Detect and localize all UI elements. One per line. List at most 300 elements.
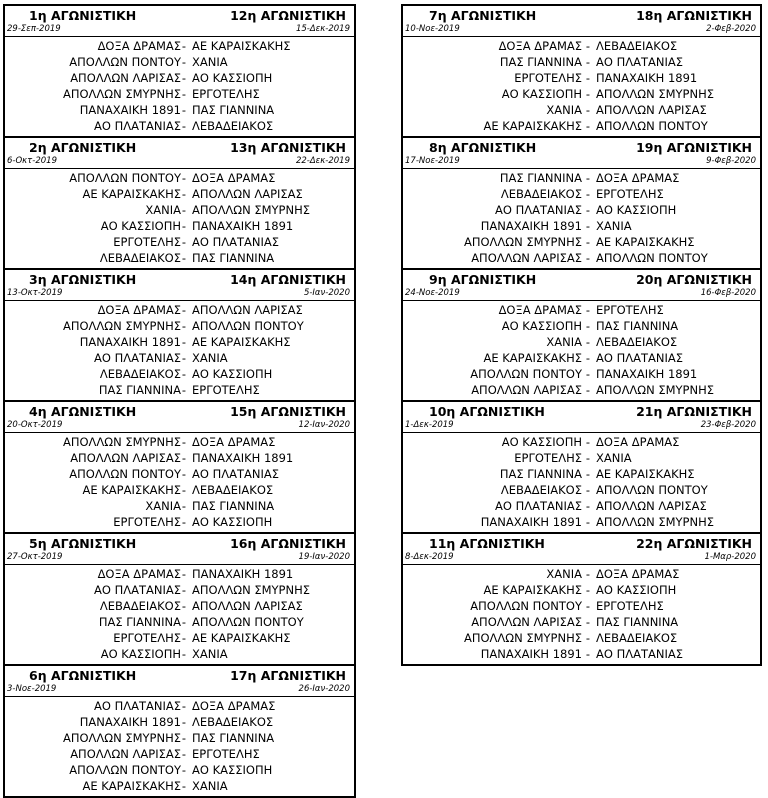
match-row	[5, 334, 354, 350]
first-leg-round-title: 1η ΑΓΩΝΙΣΤΙΚΗ	[29, 8, 137, 23]
home-team: ΑΠΟΛΛΩΝ ΣΜΥΡΝΗΣ	[463, 235, 582, 249]
home-team: ΑΟ ΚΑΣΣΙΟΠΗ	[100, 647, 181, 661]
match-separator: -	[585, 319, 591, 333]
away-team: ΑΕ ΚΑΡΑΙΣΚΑΚΗΣ	[192, 39, 291, 53]
match-row	[403, 382, 760, 398]
second-leg-date: 9-Φεβ-2020	[706, 156, 756, 166]
home-team: ΑΟ ΚΑΣΣΙΟΠΗ	[501, 319, 582, 333]
match-row	[403, 86, 760, 102]
away-team: ΧΑΝΙΑ	[192, 647, 228, 661]
away-team: ΠΑΝΑΧΑΙΚΗ 1891	[192, 567, 294, 581]
home-team: ΔΟΞΑ ΔΡΑΜΑΣ	[97, 567, 181, 581]
second-leg-round-title: 20η ΑΓΩΝΙΣΤΙΚΗ	[636, 272, 752, 287]
home-team: ΔΟΞΑ ΔΡΑΜΑΣ	[498, 303, 582, 317]
match-separator: -	[181, 303, 187, 317]
home-team: ΠΑΝΑΧΑΙΚΗ 1891	[480, 515, 582, 529]
round-block	[5, 664, 354, 796]
match-row	[5, 250, 354, 266]
first-leg-round-title: 8η ΑΓΩΝΙΣΤΙΚΗ	[429, 140, 537, 155]
match-separator: -	[181, 731, 187, 745]
home-team: ΑΠΟΛΛΩΝ ΠΟΝΤΟΥ	[69, 171, 181, 185]
round-dates	[5, 685, 354, 697]
round-block	[403, 268, 760, 400]
match-separator: -	[181, 583, 187, 597]
home-team: ΠΑΝΑΧΑΙΚΗ 1891	[79, 715, 181, 729]
first-leg-round-title: 3η ΑΓΩΝΙΣΤΙΚΗ	[29, 272, 137, 287]
match-row	[403, 186, 760, 202]
match-row	[403, 302, 760, 318]
match-row	[403, 566, 760, 582]
match-separator: -	[585, 39, 591, 53]
second-leg-round-title: 14η ΑΓΩΝΙΣΤΙΚΗ	[230, 272, 346, 287]
away-team: ΠΑΣ ΓΙΑΝΝΙΝΑ	[192, 251, 275, 265]
home-team: ΑΟ ΠΛΑΤΑΝΙΑΣ	[495, 499, 582, 513]
home-team: ΑΠΟΛΛΩΝ ΣΜΥΡΝΗΣ	[62, 87, 181, 101]
away-team: ΑΠΟΛΛΩΝ ΠΟΝΤΟΥ	[596, 251, 708, 265]
match-separator: -	[585, 187, 591, 201]
home-team: ΠΑΝΑΧΑΙΚΗ 1891	[480, 647, 582, 661]
match-separator: -	[585, 71, 591, 85]
match-row	[5, 382, 354, 398]
match-row	[5, 482, 354, 498]
match-row	[5, 366, 354, 382]
round-block	[403, 6, 760, 136]
match-list	[403, 301, 760, 400]
match-separator: -	[585, 567, 591, 581]
home-team: ΑΠΟΛΛΩΝ ΛΑΡΙΣΑΣ	[70, 747, 181, 761]
away-team: ΛΕΒΑΔΕΙΑΚΟΣ	[596, 39, 678, 53]
home-team: ΛΕΒΑΔΕΙΑΚΟΣ	[99, 599, 181, 613]
match-separator: -	[585, 451, 591, 465]
match-separator: -	[585, 435, 591, 449]
match-row	[403, 646, 760, 662]
round-header	[403, 270, 760, 289]
round-block	[403, 532, 760, 664]
away-team: ΑΠΟΛΛΩΝ ΛΑΡΙΣΑΣ	[192, 599, 303, 613]
second-leg-date: 22-Δεκ-2019	[295, 156, 350, 166]
match-row	[403, 366, 760, 382]
away-team: ΠΑΣ ΓΙΑΝΝΙΝΑ	[192, 103, 275, 117]
home-team: ΑΠΟΛΛΩΝ ΛΑΡΙΣΑΣ	[70, 71, 181, 85]
match-separator: -	[585, 599, 591, 613]
away-team: ΛΕΒΑΔΕΙΑΚΟΣ	[192, 483, 274, 497]
match-separator: -	[585, 631, 591, 645]
match-row	[403, 498, 760, 514]
match-separator: -	[181, 383, 187, 397]
away-team: ΑΠΟΛΛΩΝ ΣΜΥΡΝΗΣ	[192, 583, 311, 597]
match-separator: -	[181, 699, 187, 713]
match-separator: -	[181, 499, 187, 513]
home-team: ΑΟ ΠΛΑΤΑΝΙΑΣ	[495, 203, 582, 217]
match-row	[5, 450, 354, 466]
away-team: ΑΠΟΛΛΩΝ ΛΑΡΙΣΑΣ	[192, 187, 303, 201]
away-team: ΑΟ ΚΑΣΣΙΟΠΗ	[192, 367, 273, 381]
match-row	[5, 498, 354, 514]
away-team: ΔΟΞΑ ΔΡΑΜΑΣ	[192, 699, 276, 713]
home-team: ΛΕΒΑΔΕΙΑΚΟΣ	[99, 251, 181, 265]
second-leg-date: 2-Φεβ-2020	[706, 24, 756, 34]
match-row	[5, 466, 354, 482]
away-team: ΑΠΟΛΛΩΝ ΛΑΡΙΣΑΣ	[192, 303, 303, 317]
match-row	[403, 514, 760, 530]
right-fixture-column	[401, 4, 762, 666]
home-team: ΠΑΣ ΓΙΑΝΝΙΝΑ	[98, 615, 181, 629]
round-block	[5, 6, 354, 136]
away-team: ΑΟ ΚΑΣΣΙΟΠΗ	[192, 71, 273, 85]
home-team: ΠΑΝΑΧΑΙΚΗ 1891	[480, 219, 582, 233]
away-team: ΛΕΒΑΔΕΙΑΚΟΣ	[192, 715, 274, 729]
first-leg-date: 20-Οκτ-2019	[7, 420, 63, 430]
match-separator: -	[181, 779, 187, 793]
home-team: ΑΟ ΠΛΑΤΑΝΙΑΣ	[94, 351, 181, 365]
second-leg-date: 19-Ιαν-2020	[298, 552, 350, 562]
round-header	[5, 666, 354, 685]
home-team: ΑΠΟΛΛΩΝ ΠΟΝΤΟΥ	[69, 467, 181, 481]
round-header	[5, 534, 354, 553]
round-dates	[5, 289, 354, 301]
round-dates	[5, 25, 354, 37]
away-team: ΑΕ ΚΑΡΑΙΣΚΑΚΗΣ	[192, 631, 291, 645]
home-team: ΑΕ ΚΑΡΑΙΣΚΑΚΗΣ	[82, 187, 181, 201]
match-list	[403, 433, 760, 532]
second-leg-round-title: 21η ΑΓΩΝΙΣΤΙΚΗ	[636, 404, 752, 419]
away-team: ΛΕΒΑΔΕΙΑΚΟΣ	[596, 631, 678, 645]
first-leg-date: 1-Δεκ-2019	[405, 420, 454, 430]
round-dates	[403, 157, 760, 169]
match-separator: -	[181, 71, 187, 85]
match-separator: -	[585, 383, 591, 397]
first-leg-round-title: 9η ΑΓΩΝΙΣΤΙΚΗ	[429, 272, 537, 287]
match-separator: -	[181, 251, 187, 265]
away-team: ΑΠΟΛΛΩΝ ΠΟΝΤΟΥ	[596, 483, 708, 497]
second-leg-round-title: 18η ΑΓΩΝΙΣΤΙΚΗ	[636, 8, 752, 23]
match-row	[5, 102, 354, 118]
away-team: ΕΡΓΟΤΕΛΗΣ	[192, 747, 260, 761]
match-list	[5, 301, 354, 400]
match-separator: -	[181, 335, 187, 349]
home-team: ΑΠΟΛΛΩΝ ΠΟΝΤΟΥ	[69, 55, 181, 69]
match-row	[403, 102, 760, 118]
match-row	[5, 234, 354, 250]
match-row	[5, 202, 354, 218]
match-separator: -	[181, 747, 187, 761]
match-row	[403, 582, 760, 598]
home-team: ΧΑΝΙΑ	[546, 567, 582, 581]
home-team: ΑΕ ΚΑΡΑΙΣΚΑΚΗΣ	[483, 119, 582, 133]
home-team: ΑΠΟΛΛΩΝ ΣΜΥΡΝΗΣ	[463, 631, 582, 645]
match-list	[5, 565, 354, 664]
home-team: ΑΠΟΛΛΩΝ ΠΟΝΤΟΥ	[470, 599, 582, 613]
match-separator: -	[181, 187, 187, 201]
match-row	[5, 38, 354, 54]
home-team: ΑΕ ΚΑΡΑΙΣΚΑΚΗΣ	[483, 583, 582, 597]
match-row	[5, 434, 354, 450]
home-team: ΠΑΝΑΧΑΙΚΗ 1891	[79, 103, 181, 117]
match-separator: -	[181, 171, 187, 185]
away-team: ΠΑΝΑΧΑΙΚΗ 1891	[192, 219, 294, 233]
first-leg-round-title: 7η ΑΓΩΝΙΣΤΙΚΗ	[429, 8, 537, 23]
away-team: ΠΑΣ ΓΙΑΝΝΙΝΑ	[596, 615, 679, 629]
match-row	[5, 778, 354, 794]
match-separator: -	[181, 567, 187, 581]
home-team: ΧΑΝΙΑ	[546, 103, 582, 117]
round-dates	[403, 289, 760, 301]
second-leg-date: 26-Ιαν-2020	[298, 684, 350, 694]
match-separator: -	[585, 351, 591, 365]
home-team: ΔΟΞΑ ΔΡΑΜΑΣ	[498, 39, 582, 53]
round-dates	[5, 157, 354, 169]
first-leg-round-title: 10η ΑΓΩΝΙΣΤΙΚΗ	[429, 404, 545, 419]
away-team: ΑΟ ΚΑΣΣΙΟΠΗ	[596, 203, 677, 217]
away-team: ΑΠΟΛΛΩΝ ΣΜΥΡΝΗΣ	[596, 515, 715, 529]
away-team: ΑΟ ΠΛΑΤΑΝΙΑΣ	[596, 55, 683, 69]
first-leg-round-title: 5η ΑΓΩΝΙΣΤΙΚΗ	[29, 536, 137, 551]
match-separator: -	[181, 351, 187, 365]
match-row	[403, 70, 760, 86]
away-team: ΑΟ ΠΛΑΤΑΝΙΑΣ	[596, 351, 683, 365]
match-separator: -	[585, 303, 591, 317]
round-block	[403, 400, 760, 532]
home-team: ΧΑΝΙΑ	[546, 335, 582, 349]
round-header	[5, 6, 354, 25]
match-row	[5, 170, 354, 186]
home-team: ΠΑΣ ΓΙΑΝΝΙΝΑ	[499, 55, 582, 69]
match-separator: -	[181, 763, 187, 777]
away-team: ΑΟ ΠΛΑΤΑΝΙΑΣ	[596, 647, 683, 661]
match-separator: -	[181, 647, 187, 661]
first-leg-date: 6-Οκτ-2019	[7, 156, 57, 166]
match-row	[5, 746, 354, 762]
first-leg-round-title: 11η ΑΓΩΝΙΣΤΙΚΗ	[429, 536, 545, 551]
home-team: ΑΠΟΛΛΩΝ ΣΜΥΡΝΗΣ	[62, 731, 181, 745]
first-leg-date: 3-Νοε-2019	[7, 684, 57, 694]
match-separator: -	[181, 435, 187, 449]
match-row	[5, 350, 354, 366]
match-separator: -	[585, 119, 591, 133]
home-team: ΑΠΟΛΛΩΝ ΛΑΡΙΣΑΣ	[70, 451, 181, 465]
home-team: ΑΟ ΠΛΑΤΑΝΙΑΣ	[94, 119, 181, 133]
second-leg-date: 12-Ιαν-2020	[298, 420, 350, 430]
home-team: ΕΡΓΟΤΕΛΗΣ	[113, 235, 181, 249]
round-header	[5, 270, 354, 289]
away-team: ΔΟΞΑ ΔΡΑΜΑΣ	[192, 435, 276, 449]
away-team: ΕΡΓΟΤΕΛΗΣ	[596, 187, 664, 201]
away-team: ΧΑΝΙΑ	[596, 219, 632, 233]
first-leg-round-title: 4η ΑΓΩΝΙΣΤΙΚΗ	[29, 404, 137, 419]
match-row	[403, 218, 760, 234]
round-block	[5, 532, 354, 664]
left-fixture-column	[3, 4, 356, 798]
home-team: ΑΕ ΚΑΡΑΙΣΚΑΚΗΣ	[483, 351, 582, 365]
home-team: ΑΟ ΚΑΣΣΙΟΠΗ	[501, 87, 582, 101]
home-team: ΑΠΟΛΛΩΝ ΣΜΥΡΝΗΣ	[62, 435, 181, 449]
match-row	[5, 86, 354, 102]
match-row	[5, 582, 354, 598]
away-team: ΕΡΓΟΤΕΛΗΣ	[192, 87, 260, 101]
home-team: ΕΡΓΟΤΕΛΗΣ	[514, 71, 582, 85]
away-team: ΔΟΞΑ ΔΡΑΜΑΣ	[596, 435, 680, 449]
round-dates	[5, 421, 354, 433]
away-team: ΑΕ ΚΑΡΑΙΣΚΑΚΗΣ	[596, 235, 695, 249]
round-header	[403, 6, 760, 25]
match-separator: -	[181, 219, 187, 233]
match-separator: -	[585, 483, 591, 497]
away-team: ΑΟ ΚΑΣΣΙΟΠΗ	[192, 763, 273, 777]
away-team: ΠΑΝΑΧΑΙΚΗ 1891	[596, 71, 698, 85]
away-team: ΑΠΟΛΛΩΝ ΠΟΝΤΟΥ	[192, 319, 304, 333]
away-team: ΑΟ ΚΑΣΣΙΟΠΗ	[192, 515, 273, 529]
match-separator: -	[181, 451, 187, 465]
match-row	[5, 598, 354, 614]
second-leg-round-title: 12η ΑΓΩΝΙΣΤΙΚΗ	[230, 8, 346, 23]
away-team: ΑΠΟΛΛΩΝ ΣΜΥΡΝΗΣ	[596, 87, 715, 101]
match-row	[5, 54, 354, 70]
match-separator: -	[181, 367, 187, 381]
home-team: ΑΕ ΚΑΡΑΙΣΚΑΚΗΣ	[82, 483, 181, 497]
match-row	[403, 38, 760, 54]
match-row	[403, 250, 760, 266]
round-dates	[403, 25, 760, 37]
home-team: ΑΠΟΛΛΩΝ ΠΟΝΤΟΥ	[470, 367, 582, 381]
home-team: ΠΑΣ ΓΙΑΝΝΙΝΑ	[499, 171, 582, 185]
match-separator: -	[181, 203, 187, 217]
match-separator: -	[585, 87, 591, 101]
match-row	[403, 466, 760, 482]
away-team: ΑΠΟΛΛΩΝ ΛΑΡΙΣΑΣ	[596, 103, 707, 117]
second-leg-round-title: 19η ΑΓΩΝΙΣΤΙΚΗ	[636, 140, 752, 155]
match-row	[403, 118, 760, 134]
home-team: ΑΟ ΠΛΑΤΑΝΙΑΣ	[94, 583, 181, 597]
match-list	[5, 169, 354, 268]
home-team: ΛΕΒΑΔΕΙΑΚΟΣ	[500, 483, 582, 497]
match-row	[5, 70, 354, 86]
match-row	[5, 302, 354, 318]
match-separator: -	[181, 515, 187, 529]
away-team: ΕΡΓΟΤΕΛΗΣ	[596, 303, 664, 317]
first-leg-date: 24-Νοε-2019	[405, 288, 460, 298]
home-team: ΛΕΒΑΔΕΙΑΚΟΣ	[99, 367, 181, 381]
round-dates	[5, 553, 354, 565]
second-leg-date: 16-Φεβ-2020	[700, 288, 756, 298]
round-header	[403, 402, 760, 421]
home-team: ΕΡΓΟΤΕΛΗΣ	[113, 515, 181, 529]
away-team: ΔΟΞΑ ΔΡΑΜΑΣ	[596, 567, 680, 581]
home-team: ΑΟ ΠΛΑΤΑΝΙΑΣ	[94, 699, 181, 713]
second-leg-round-title: 15η ΑΓΩΝΙΣΤΙΚΗ	[230, 404, 346, 419]
away-team: ΛΕΒΑΔΕΙΑΚΟΣ	[192, 119, 274, 133]
second-leg-date: 5-Ιαν-2020	[303, 288, 350, 298]
away-team: ΧΑΝΙΑ	[192, 779, 228, 793]
second-leg-date: 1-Μαρ-2020	[704, 552, 756, 562]
match-list	[403, 37, 760, 136]
match-list	[5, 697, 354, 796]
match-row	[5, 318, 354, 334]
home-team: ΠΑΝΑΧΑΙΚΗ 1891	[79, 335, 181, 349]
match-separator: -	[585, 335, 591, 349]
home-team: ΑΠΟΛΛΩΝ ΛΑΡΙΣΑΣ	[471, 383, 582, 397]
home-team: ΧΑΝΙΑ	[145, 203, 181, 217]
home-team: ΕΡΓΟΤΕΛΗΣ	[514, 451, 582, 465]
match-separator: -	[585, 367, 591, 381]
first-leg-date: 27-Οκτ-2019	[7, 552, 63, 562]
away-team: ΑΠΟΛΛΩΝ ΠΟΝΤΟΥ	[596, 119, 708, 133]
match-row	[403, 202, 760, 218]
match-list	[403, 169, 760, 268]
home-team: ΧΑΝΙΑ	[145, 499, 181, 513]
round-header	[403, 534, 760, 553]
away-team: ΠΑΝΑΧΑΙΚΗ 1891	[596, 367, 698, 381]
match-row	[5, 714, 354, 730]
match-row	[403, 450, 760, 466]
match-separator: -	[585, 103, 591, 117]
match-separator: -	[585, 219, 591, 233]
match-separator: -	[181, 715, 187, 729]
round-block	[5, 268, 354, 400]
away-team: ΑΟ ΠΛΑΤΑΝΙΑΣ	[192, 235, 279, 249]
home-team: ΔΟΞΑ ΔΡΑΜΑΣ	[97, 303, 181, 317]
second-leg-round-title: 13η ΑΓΩΝΙΣΤΙΚΗ	[230, 140, 346, 155]
away-team: ΔΟΞΑ ΔΡΑΜΑΣ	[192, 171, 276, 185]
round-dates	[403, 421, 760, 433]
first-leg-date: 17-Νοε-2019	[405, 156, 460, 166]
away-team: ΑΠΟΛΛΩΝ ΛΑΡΙΣΑΣ	[596, 499, 707, 513]
match-separator: -	[585, 583, 591, 597]
round-block	[5, 136, 354, 268]
away-team: ΔΟΞΑ ΔΡΑΜΑΣ	[596, 171, 680, 185]
home-team: ΑΠΟΛΛΩΝ ΛΑΡΙΣΑΣ	[471, 615, 582, 629]
away-team: ΠΑΣ ΓΙΑΝΝΙΝΑ	[192, 499, 275, 513]
match-separator: -	[181, 599, 187, 613]
match-separator: -	[181, 483, 187, 497]
round-header	[403, 138, 760, 157]
match-separator: -	[181, 235, 187, 249]
match-separator: -	[585, 251, 591, 265]
match-row	[403, 234, 760, 250]
away-team: ΑΠΟΛΛΩΝ ΣΜΥΡΝΗΣ	[596, 383, 715, 397]
match-row	[403, 334, 760, 350]
match-list	[5, 433, 354, 532]
away-team: ΛΕΒΑΔΕΙΑΚΟΣ	[596, 335, 678, 349]
match-list	[5, 37, 354, 136]
first-leg-date: 29-Σεπ-2019	[7, 24, 61, 34]
second-leg-date: 15-Δεκ-2019	[295, 24, 350, 34]
match-row	[5, 118, 354, 134]
away-team: ΕΡΓΟΤΕΛΗΣ	[192, 383, 260, 397]
match-row	[403, 318, 760, 334]
second-leg-round-title: 16η ΑΓΩΝΙΣΤΙΚΗ	[230, 536, 346, 551]
away-team: ΑΕ ΚΑΡΑΙΣΚΑΚΗΣ	[596, 467, 695, 481]
match-separator: -	[181, 119, 187, 133]
home-team: ΠΑΣ ΓΙΑΝΝΙΝΑ	[98, 383, 181, 397]
match-separator: -	[181, 55, 187, 69]
round-header	[5, 138, 354, 157]
match-separator: -	[181, 631, 187, 645]
match-separator: -	[585, 515, 591, 529]
match-row	[403, 598, 760, 614]
away-team: ΑΕ ΚΑΡΑΙΣΚΑΚΗΣ	[192, 335, 291, 349]
first-leg-round-title: 2η ΑΓΩΝΙΣΤΙΚΗ	[29, 140, 137, 155]
match-separator: -	[181, 319, 187, 333]
second-leg-round-title: 17η ΑΓΩΝΙΣΤΙΚΗ	[230, 668, 346, 683]
second-leg-date: 23-Φεβ-2020	[700, 420, 756, 430]
match-separator: -	[585, 499, 591, 513]
match-row	[5, 646, 354, 662]
match-row	[5, 730, 354, 746]
home-team: ΑΟ ΚΑΣΣΙΟΠΗ	[100, 219, 181, 233]
second-leg-round-title: 22η ΑΓΩΝΙΣΤΙΚΗ	[636, 536, 752, 551]
match-separator: -	[585, 647, 591, 661]
home-team: ΑΠΟΛΛΩΝ ΠΟΝΤΟΥ	[69, 763, 181, 777]
